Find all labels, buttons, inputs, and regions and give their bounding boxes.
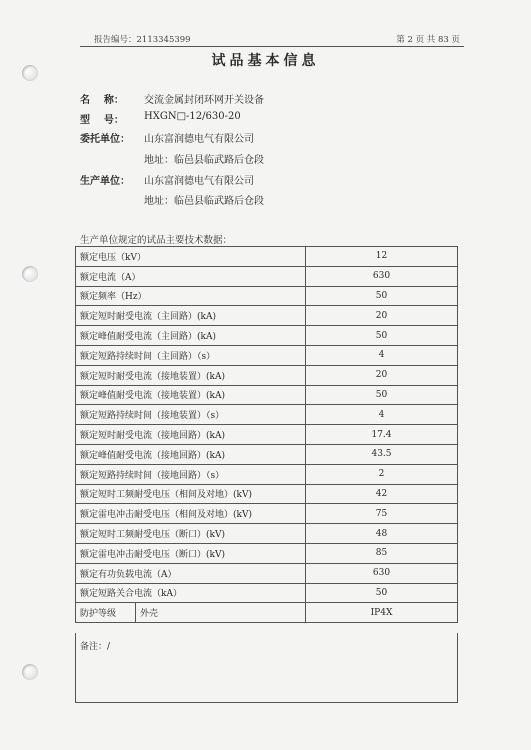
param-name-cell: 额定电压（kV） <box>76 247 306 267</box>
table-row <box>76 247 458 267</box>
param-value-cell: 50 <box>306 326 458 346</box>
protection-value-cell: IP4X <box>306 603 458 623</box>
param-value-cell: 17.4 <box>306 425 458 445</box>
table-row <box>76 405 458 425</box>
name-value: 交流金属封闭环网开关设备 <box>144 95 264 106</box>
param-value-cell: 50 <box>306 286 458 306</box>
param-value-cell: 48 <box>306 524 458 544</box>
table-row <box>76 306 458 326</box>
binding-hole <box>22 266 38 282</box>
table-row <box>76 524 458 544</box>
table-row <box>76 266 458 286</box>
param-name-cell: 额定频率（Hz） <box>76 286 306 306</box>
param-value-cell: 43.5 <box>306 444 458 464</box>
param-name-cell: 额定短时工频耐受电压（断口）(kV) <box>76 524 306 544</box>
table-row <box>76 385 458 405</box>
table-row <box>76 326 458 346</box>
param-value-cell: 4 <box>306 405 458 425</box>
param-value-cell: 4 <box>306 345 458 365</box>
producer-name: 山东富润德电气有限公司 <box>144 176 254 187</box>
binding-hole <box>22 664 38 680</box>
producer-label: 生产单位： <box>80 176 130 187</box>
param-name-cell: 额定短路持续时间（接地装置）（s） <box>76 405 306 425</box>
param-value-cell: 42 <box>306 484 458 504</box>
client-name: 山东富润德电气有限公司 <box>144 134 254 145</box>
model-label: 型 号： <box>80 115 124 126</box>
table-row <box>76 425 458 445</box>
param-name-cell: 额定短路持续时间（主回路）（s） <box>76 345 306 365</box>
param-value-cell: 2 <box>306 464 458 484</box>
table-row <box>76 583 458 603</box>
param-name-cell: 额定短路持续时间（接地回路）（s） <box>76 464 306 484</box>
table-row <box>76 563 458 583</box>
param-value-cell: 20 <box>306 306 458 326</box>
table-row <box>76 286 458 306</box>
remarks-text: 备注：/ <box>80 642 111 652</box>
tech-data-table <box>75 246 458 623</box>
param-name-cell: 额定雷电冲击耐受电压（断口）(kV) <box>76 543 306 563</box>
table-row <box>76 345 458 365</box>
protection-sub-cell: 外壳 <box>136 603 306 623</box>
param-name-cell: 额定雷电冲击耐受电压（相间及对地）(kV) <box>76 504 306 524</box>
param-value-cell: 50 <box>306 583 458 603</box>
protection-label-cell: 防护等级 <box>76 603 136 623</box>
page-number: 第 2 页 共 83 页 <box>396 35 460 45</box>
param-name-cell: 额定短时耐受电流（接地回路）(kA) <box>76 425 306 445</box>
param-name-cell: 额定峰值耐受电流（接地回路）(kA) <box>76 444 306 464</box>
param-value-cell: 50 <box>306 385 458 405</box>
model-value: HXGN□-12/630-20 <box>144 111 241 122</box>
param-name-cell: 额定短时耐受电流（接地装置）(kA) <box>76 365 306 385</box>
page-header <box>94 33 460 47</box>
param-name-cell: 额定短路关合电流（kA） <box>76 583 306 603</box>
param-name-cell: 额定短时耐受电流（主回路）(kA) <box>76 306 306 326</box>
report-number: 报告编号：2113345399 <box>94 35 191 45</box>
param-name-cell: 额定峰值耐受电流（接地装置）(kA) <box>76 385 306 405</box>
table-row <box>76 504 458 524</box>
header-divider <box>80 46 464 47</box>
table-row <box>76 464 458 484</box>
param-value-cell: 75 <box>306 504 458 524</box>
param-name-cell: 额定峰值耐受电流（主回路）(kA) <box>76 326 306 346</box>
table-row-protection <box>76 603 458 623</box>
param-name-cell: 额定短时工频耐受电压（相间及对地）(kV) <box>76 484 306 504</box>
table-row <box>76 543 458 563</box>
client-address: 地址：临邑县临武路后仓段 <box>144 155 264 166</box>
name-label: 名 称： <box>80 95 124 106</box>
client-label: 委托单位： <box>80 134 130 145</box>
producer-address: 地址：临邑县临武路后仓段 <box>144 196 264 207</box>
table-row <box>76 484 458 504</box>
remarks-box <box>75 633 458 703</box>
param-value-cell: 630 <box>306 266 458 286</box>
param-value-cell: 630 <box>306 563 458 583</box>
param-value-cell: 12 <box>306 247 458 267</box>
param-value-cell: 20 <box>306 365 458 385</box>
param-name-cell: 额定有功负载电流（A） <box>76 563 306 583</box>
param-value-cell: 85 <box>306 543 458 563</box>
table-row <box>76 444 458 464</box>
page-title: 试品基本信息 <box>211 53 320 69</box>
param-name-cell: 额定电流（A） <box>76 266 306 286</box>
table-row <box>76 365 458 385</box>
table-caption: 生产单位规定的试品主要技术数据： <box>80 235 233 246</box>
